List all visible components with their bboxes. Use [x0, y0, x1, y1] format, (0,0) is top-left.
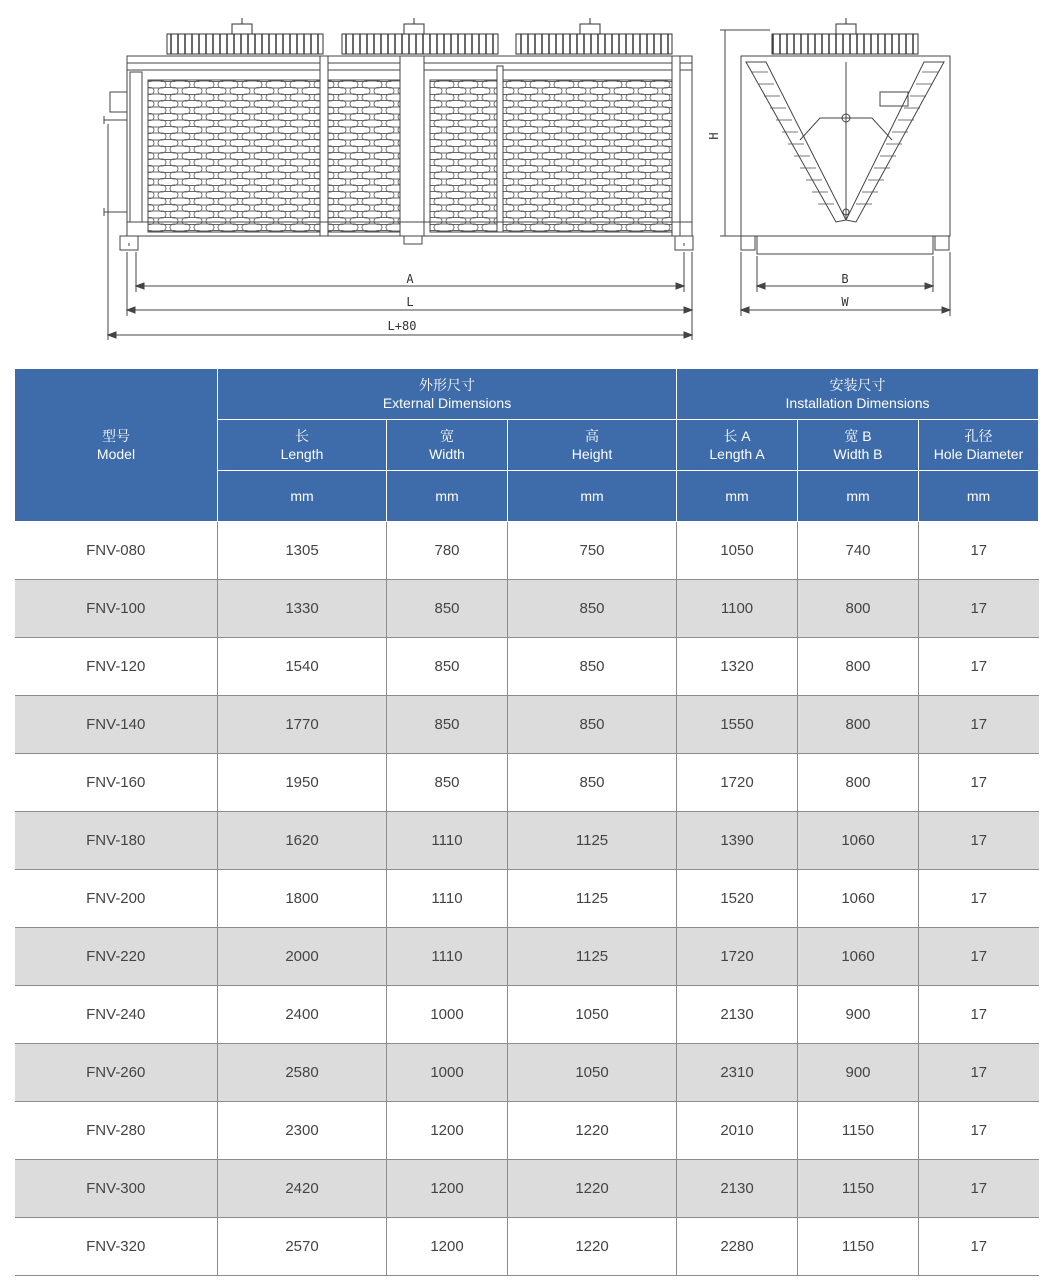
- table-row: [15, 928, 1039, 986]
- cell-height: 850: [508, 638, 677, 696]
- cell-height: 850: [508, 696, 677, 754]
- header-external: [218, 369, 677, 420]
- cell-model: FNV-080: [15, 522, 218, 580]
- cell-length: 2400: [218, 986, 387, 1044]
- header-height: [508, 420, 677, 471]
- cell-height: 1125: [508, 870, 677, 928]
- cell-height: 1050: [508, 986, 677, 1044]
- cell-width-b: 800: [798, 754, 919, 812]
- cell-width: 1200: [387, 1160, 508, 1218]
- cell-hole-diameter: 17: [919, 1102, 1039, 1160]
- cell-model: FNV-240: [15, 986, 218, 1044]
- cell-length: 2580: [218, 1044, 387, 1102]
- front-view: [104, 18, 693, 340]
- cell-width-b: 1060: [798, 928, 919, 986]
- table-row: [15, 1102, 1039, 1160]
- dim-label-l: L: [406, 295, 414, 309]
- header-model-cn: 型号: [102, 428, 130, 444]
- header-width: [387, 420, 508, 471]
- unit-hole-diameter: mm: [919, 471, 1039, 522]
- cell-width-b: 1150: [798, 1218, 919, 1276]
- dim-label-w: W: [841, 295, 849, 309]
- cell-width: 1200: [387, 1102, 508, 1160]
- cell-length-a: 1550: [677, 696, 798, 754]
- cell-width: 1110: [387, 870, 508, 928]
- cell-hole-diameter: 17: [919, 1160, 1039, 1218]
- header-width-b-en: Width B: [833, 446, 883, 462]
- cell-length: 1770: [218, 696, 387, 754]
- cell-model: FNV-200: [15, 870, 218, 928]
- unit-width: mm: [387, 471, 508, 522]
- header-installation: [677, 369, 1039, 420]
- cell-model: FNV-100: [15, 580, 218, 638]
- cell-model: FNV-260: [15, 1044, 218, 1102]
- cell-model: FNV-300: [15, 1160, 218, 1218]
- cell-length-a: 1100: [677, 580, 798, 638]
- cell-length-a: 2130: [677, 1160, 798, 1218]
- cell-width-b: 1150: [798, 1102, 919, 1160]
- header-width-b: [798, 420, 919, 471]
- cell-length: 2420: [218, 1160, 387, 1218]
- table-row: [15, 986, 1039, 1044]
- cell-length-a: 1520: [677, 870, 798, 928]
- cell-height: 1220: [508, 1160, 677, 1218]
- cell-length: 1800: [218, 870, 387, 928]
- cell-width: 1200: [387, 1218, 508, 1276]
- cell-length-a: 2130: [677, 986, 798, 1044]
- cell-length-a: 1720: [677, 754, 798, 812]
- unit-length: mm: [218, 471, 387, 522]
- header-length-a-en: Length A: [709, 446, 765, 462]
- cell-length-a: 1320: [677, 638, 798, 696]
- cell-hole-diameter: 17: [919, 812, 1039, 870]
- cell-width: 850: [387, 580, 508, 638]
- table-row: [15, 696, 1039, 754]
- cell-length: 1620: [218, 812, 387, 870]
- cell-hole-diameter: 17: [919, 522, 1039, 580]
- header-model-en: Model: [96, 446, 136, 462]
- header-height-en: Height: [571, 446, 613, 462]
- technical-drawing: [0, 0, 1050, 350]
- table-row: [15, 812, 1039, 870]
- table-row: [15, 870, 1039, 928]
- fan-guard-1: [167, 18, 323, 54]
- cell-model: FNV-140: [15, 696, 218, 754]
- cell-width: 1110: [387, 812, 508, 870]
- header-height-cn: 高: [585, 428, 599, 444]
- header-length-en: Length: [280, 446, 324, 462]
- cell-length-a: 1050: [677, 522, 798, 580]
- cell-model: FNV-220: [15, 928, 218, 986]
- side-view: [720, 18, 950, 316]
- cell-height: 1220: [508, 1218, 677, 1276]
- table-row: [15, 1218, 1039, 1276]
- cell-length-a: 2010: [677, 1102, 798, 1160]
- header-hole-diameter: [919, 420, 1039, 471]
- cell-height: 1125: [508, 928, 677, 986]
- table-row: [15, 522, 1039, 580]
- spec-table: [14, 368, 1039, 1276]
- fan-guard-2: [342, 18, 498, 54]
- cell-hole-diameter: 17: [919, 1044, 1039, 1102]
- header-hole-cn: 孔径: [964, 428, 993, 444]
- fan-guard-3: [516, 18, 672, 54]
- unit-length-a: mm: [677, 471, 798, 522]
- cell-length: 1540: [218, 638, 387, 696]
- cell-length: 1305: [218, 522, 387, 580]
- cell-model: FNV-320: [15, 1218, 218, 1276]
- cell-model: FNV-160: [15, 754, 218, 812]
- cell-height: 850: [508, 754, 677, 812]
- cell-width-b: 1150: [798, 1160, 919, 1218]
- header-installation-cn: 安装尺寸: [829, 377, 886, 393]
- cell-length: 1950: [218, 754, 387, 812]
- cell-width: 850: [387, 638, 508, 696]
- table-row: [15, 580, 1039, 638]
- cell-hole-diameter: 17: [919, 754, 1039, 812]
- cell-length-a: 1720: [677, 928, 798, 986]
- table-row: [15, 638, 1039, 696]
- cell-hole-diameter: 17: [919, 580, 1039, 638]
- cell-height: 1125: [508, 812, 677, 870]
- cell-width-b: 900: [798, 1044, 919, 1102]
- header-external-en: External Dimensions: [382, 395, 512, 411]
- cell-width-b: 1060: [798, 870, 919, 928]
- cell-hole-diameter: 17: [919, 928, 1039, 986]
- cell-length-a: 2280: [677, 1218, 798, 1276]
- header-installation-en: Installation Dimensions: [785, 395, 930, 411]
- cell-width-b: 1060: [798, 812, 919, 870]
- header-model: [15, 369, 218, 522]
- header-length-a-cn: 长 A: [723, 428, 751, 444]
- cell-width-b: 740: [798, 522, 919, 580]
- cell-width-b: 900: [798, 986, 919, 1044]
- spec-table-body: [15, 522, 1039, 1276]
- cell-width-b: 800: [798, 696, 919, 754]
- header-width-cn: 宽: [440, 428, 454, 444]
- dim-label-l80: L+80: [387, 319, 417, 333]
- cell-width: 1110: [387, 928, 508, 986]
- header-hole-en: Hole Diameter: [933, 446, 1024, 462]
- cell-width: 1000: [387, 1044, 508, 1102]
- unit-width-b: mm: [798, 471, 919, 522]
- cell-height: 1050: [508, 1044, 677, 1102]
- cell-height: 850: [508, 580, 677, 638]
- cell-hole-diameter: 17: [919, 870, 1039, 928]
- header-width-b-cn: 宽 B: [844, 428, 872, 444]
- cell-height: 750: [508, 522, 677, 580]
- header-length-cn: 长: [295, 428, 309, 444]
- cell-hole-diameter: 17: [919, 1218, 1039, 1276]
- cell-length: 2000: [218, 928, 387, 986]
- dim-label-b: B: [841, 272, 849, 286]
- cell-width: 850: [387, 696, 508, 754]
- cell-width-b: 800: [798, 638, 919, 696]
- cell-width: 780: [387, 522, 508, 580]
- table-row: [15, 1160, 1039, 1218]
- header-length: [218, 420, 387, 471]
- cell-length-a: 1390: [677, 812, 798, 870]
- cell-model: FNV-280: [15, 1102, 218, 1160]
- dim-label-a: A: [406, 272, 414, 286]
- cell-width: 1000: [387, 986, 508, 1044]
- cell-length: 2570: [218, 1218, 387, 1276]
- header-length-a: [677, 420, 798, 471]
- table-row: [15, 754, 1039, 812]
- cell-model: FNV-180: [15, 812, 218, 870]
- cell-length-a: 2310: [677, 1044, 798, 1102]
- table-row: [15, 1044, 1039, 1102]
- unit-height: mm: [508, 471, 677, 522]
- cell-model: FNV-120: [15, 638, 218, 696]
- header-width-en: Width: [429, 446, 465, 462]
- header-external-cn: 外形尺寸: [419, 377, 475, 393]
- cell-height: 1220: [508, 1102, 677, 1160]
- cell-length: 2300: [218, 1102, 387, 1160]
- cell-width: 850: [387, 754, 508, 812]
- cell-width-b: 800: [798, 580, 919, 638]
- cell-hole-diameter: 17: [919, 986, 1039, 1044]
- cell-length: 1330: [218, 580, 387, 638]
- dim-label-h: H: [707, 132, 721, 140]
- cell-hole-diameter: 17: [919, 638, 1039, 696]
- cell-hole-diameter: 17: [919, 696, 1039, 754]
